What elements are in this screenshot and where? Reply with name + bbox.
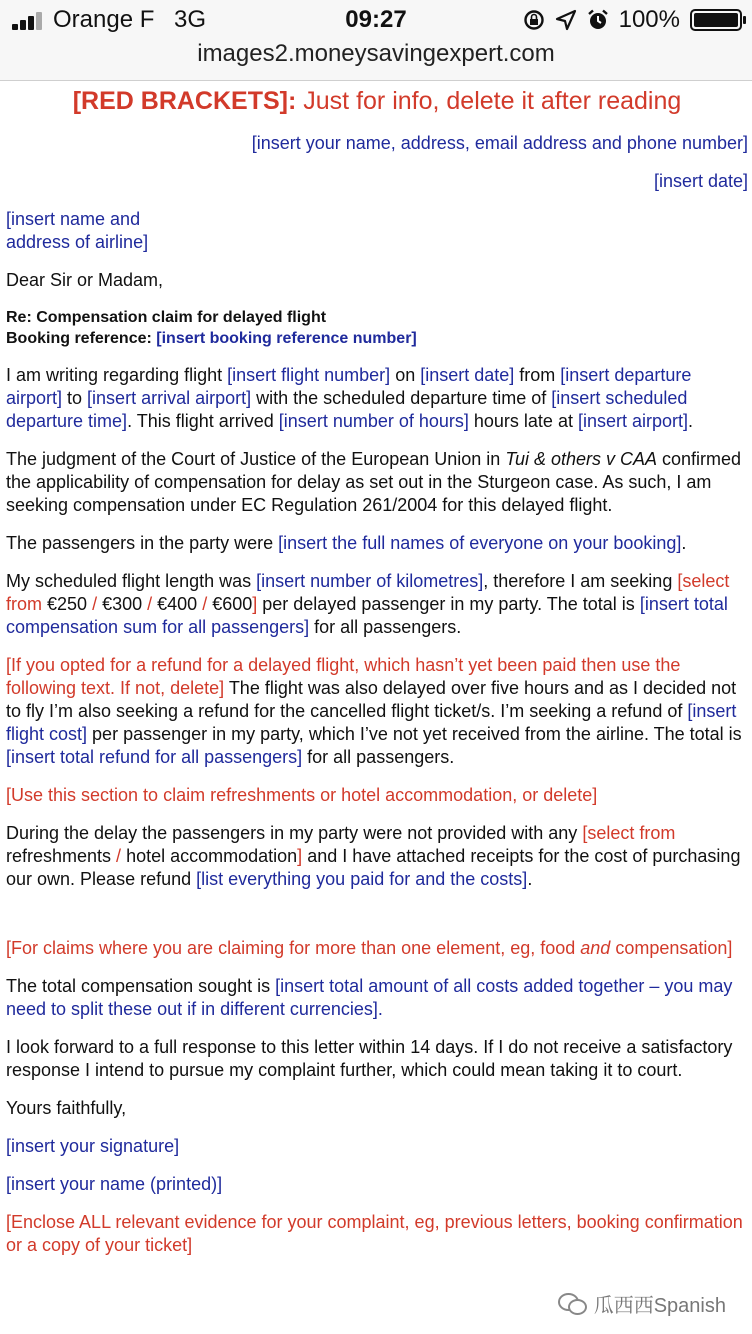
- costs-list-placeholder: [list everything you paid for and the costs]: [196, 869, 528, 889]
- total-refund-placeholder: [insert total refund for all passengers]: [6, 747, 303, 767]
- select-instruction: [select from: [6, 571, 730, 614]
- departure-airport-placeholder: [insert departure airport]: [6, 365, 692, 408]
- printed-name-placeholder: [insert your name (printed)]: [6, 1174, 223, 1194]
- text: During the delay the passengers in my party were not provided with any: [6, 823, 583, 843]
- subject-line: Re: Compensation claim for delayed flight: [6, 309, 327, 326]
- airline-address-placeholder: [6, 208, 748, 254]
- clock: 09:27: [345, 6, 407, 33]
- text: from: [514, 365, 561, 385]
- kilometres-placeholder: [insert number of kilometres]: [256, 571, 484, 591]
- paragraph-legal-basis: [6, 448, 748, 517]
- text: .: [527, 869, 533, 889]
- select-instruction-close: ]: [297, 846, 303, 866]
- emphasis: and: [580, 938, 611, 958]
- passenger-names-placeholder: [insert the full names of everyone on your booking]: [278, 533, 682, 553]
- text: to: [62, 388, 88, 408]
- rotation-lock-icon: [523, 9, 545, 31]
- text: , therefore I am seeking: [483, 571, 678, 591]
- paragraph-flight-details: [6, 364, 748, 433]
- separator: /: [116, 846, 122, 866]
- amount-option: €400: [157, 594, 198, 614]
- airport-placeholder: [insert airport]: [577, 411, 689, 431]
- text: hours late at: [468, 411, 578, 431]
- info-banner: [6, 86, 748, 116]
- status-icons: [523, 6, 742, 34]
- refreshments-instruction: [Use this section to claim refreshments or hotel accommodation, or delete]: [6, 785, 598, 805]
- text: .: [688, 411, 694, 431]
- text: The total compensation sought is: [6, 976, 276, 996]
- watermark: [558, 1289, 726, 1318]
- separator: /: [142, 594, 158, 614]
- case-name: Tui & others v CAA: [505, 449, 658, 469]
- text: on: [390, 365, 421, 385]
- banner-text: Just for info, delete it after reading: [296, 87, 682, 115]
- closing: Yours faithfully,: [6, 1098, 127, 1118]
- paragraph-compensation: [6, 570, 748, 639]
- text: for all passengers.: [302, 747, 455, 767]
- signature-placeholder: [insert your signature]: [6, 1136, 180, 1156]
- select-instruction: [select from: [582, 823, 676, 843]
- text: for all passengers.: [309, 617, 462, 637]
- text: and I have attached receipts for the cost of purchasing our own. Please refund: [6, 846, 741, 889]
- amount-option: €300: [102, 594, 143, 614]
- option-refreshments: refreshments: [6, 846, 117, 866]
- status-bar: [0, 0, 752, 40]
- amount-option: €600: [212, 594, 253, 614]
- sender-placeholder: [insert your name, address, email address and phone number]: [251, 133, 748, 153]
- text: [For claims where you are claiming for more than one element, eg, food: [6, 938, 581, 958]
- separator: /: [87, 594, 103, 614]
- booking-placeholder: [insert booking reference number]: [156, 330, 417, 347]
- url-bar[interactable]: [0, 40, 752, 78]
- location-icon: [555, 9, 577, 31]
- refund-instruction: [If you opted for a refund for a delayed flight, which hasn’t yet been paid then use the following text. If not, delete]: [6, 655, 681, 698]
- paragraph-total: [6, 975, 748, 1021]
- paragraph-passengers: [6, 532, 748, 555]
- carrier-name: Orange F: [53, 6, 155, 33]
- amount-option: €250: [47, 594, 88, 614]
- subject-block: [6, 307, 748, 349]
- arrival-airport-placeholder: [insert arrival airport]: [87, 388, 252, 408]
- flight-date-placeholder: [insert date]: [420, 365, 515, 385]
- total-compensation-placeholder: [insert total compensation sum for all passengers]: [6, 594, 728, 637]
- option-hotel: hotel accommodation: [121, 846, 298, 866]
- text: The flight was also delayed over five hours and as I decided not to fly I’m also seeking a refund for the cancelled flight ticket/s. I’m seeking a refund of: [6, 678, 737, 721]
- airline-line-2: address of airline]: [6, 232, 149, 252]
- separator: /: [197, 594, 213, 614]
- text: with the scheduled departure time of: [251, 388, 552, 408]
- text: I am writing regarding flight: [6, 365, 228, 385]
- letter-template: [6, 80, 748, 1272]
- hours-late-placeholder: [insert number of hours]: [278, 411, 469, 431]
- total-amount-placeholder: [insert total amount of all costs added together – you may need to split these out if in different currencies]: [6, 976, 733, 1019]
- salutation: Dear Sir or Madam,: [6, 270, 164, 290]
- departure-time-placeholder: [insert scheduled departure time]: [6, 388, 688, 431]
- text: .: [377, 999, 383, 1019]
- battery-icon: [690, 9, 742, 31]
- text: compensation]: [610, 938, 733, 958]
- text: The judgment of the Court of Justice of the European Union in: [6, 449, 506, 469]
- text: The passengers in the party were: [6, 533, 279, 553]
- text: per delayed passenger in my party. The total is: [257, 594, 640, 614]
- date-placeholder: [insert date]: [653, 171, 748, 191]
- wechat-icon: [558, 1293, 588, 1315]
- banner-label: [RED BRACKETS]:: [72, 87, 297, 115]
- booking-label: Booking reference:: [6, 330, 157, 347]
- multiple-claims-instruction: [6, 937, 748, 960]
- battery-percent: 100%: [618, 6, 680, 33]
- text: confirmed the applicability of compensation for delay as set out in the Sturgeon case. As such, I am seeking compensation under EC Regulation 261/2004 for this delayed flight.: [6, 449, 742, 515]
- flight-number-placeholder: [insert flight number]: [227, 365, 391, 385]
- alarm-icon: [587, 9, 609, 31]
- text: . This flight arrived: [127, 411, 279, 431]
- flight-cost-placeholder: [insert flight cost]: [6, 701, 737, 744]
- text: My scheduled flight length was: [6, 571, 257, 591]
- text: .: [681, 533, 687, 553]
- url-text[interactable]: images2.moneysavingexpert.com: [197, 40, 555, 67]
- enclose-instruction: [Enclose ALL relevant evidence for your complaint, eg, previous letters, booking confirmation or a copy of your ticket]: [6, 1212, 743, 1255]
- paragraph-refund: [6, 654, 748, 769]
- text: per passenger in my party, which I’ve not yet received from the airline. The total is: [87, 724, 742, 744]
- browser-chrome: [0, 0, 752, 81]
- network-type: 3G: [174, 6, 207, 33]
- select-instruction-close: ]: [252, 594, 258, 614]
- watermark-text: 瓜西西Spanish: [593, 1295, 726, 1317]
- paragraph-response: I look forward to a full response to this letter within 14 days. If I do not receive a satisfactory response I intend to pursue my complaint further, which could mean taking it to court.: [6, 1037, 733, 1080]
- paragraph-refreshments: [6, 822, 748, 891]
- airline-line-1: [insert name and: [6, 209, 141, 229]
